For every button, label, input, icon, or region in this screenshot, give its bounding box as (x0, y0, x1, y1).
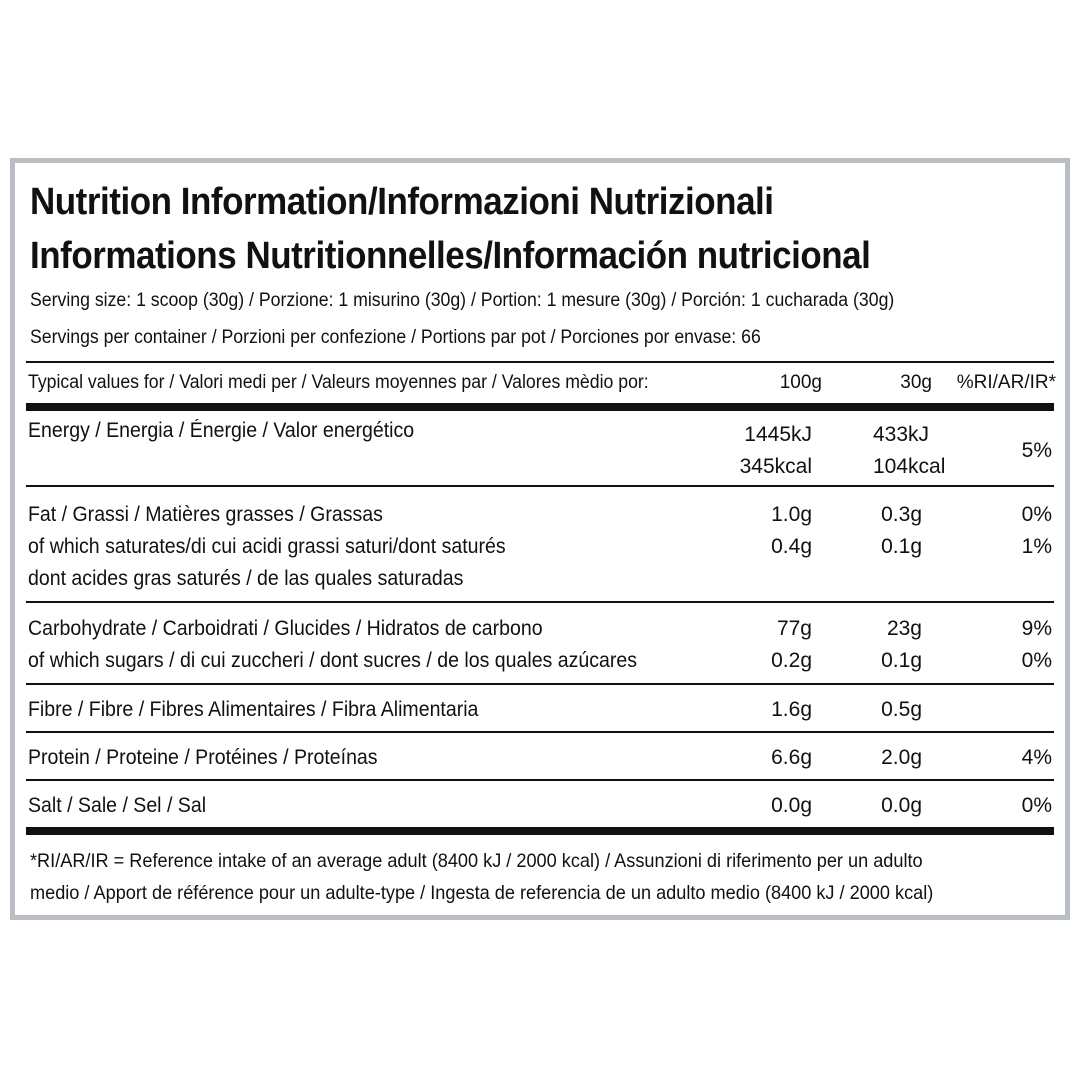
protein-per30: 2.0g (881, 746, 922, 769)
divider (26, 601, 1054, 603)
fat-ri: 0% (1021, 503, 1052, 526)
header-30g: 30g (900, 372, 932, 393)
table-header (28, 372, 1056, 402)
header-ri: %RI/AR/IR* (956, 372, 1056, 393)
saturates-per100: 0.4g (771, 535, 812, 558)
sugars-ri: 0% (1021, 649, 1052, 672)
divider (26, 731, 1054, 733)
footnote (30, 845, 933, 909)
salt-per30: 0.0g (881, 794, 922, 817)
divider (26, 361, 1054, 363)
sugars-per100: 0.2g (771, 649, 812, 672)
divider (26, 683, 1054, 685)
saturates-name-line-2: dont acides gras saturés / de las quales saturadas (28, 567, 464, 590)
serving-size: Serving size: 1 scoop (30g) / Porzione: 1 misurino (30g) / Portion: 1 mesure (30g) / Porción: 1 cucharada (30g) (30, 290, 895, 311)
divider-thick (26, 403, 1054, 411)
header-description: Typical values for / Valori medi per / Valeurs moyennes par / Valores mèdio por: (28, 372, 649, 393)
carbohydrate-name: Carbohydrate / Carboidrati / Glucides / Hidratos de carbono (28, 617, 543, 640)
salt-per100: 0.0g (771, 794, 812, 817)
header-100g: 100g (779, 372, 822, 393)
carbohydrate-per30: 23g (886, 617, 922, 640)
footnote-line-2: medio / Apport de référence pour un adulte-type / Ingesta de referencia de un adulto medio (8400 kJ / 2000 kcal) (30, 882, 934, 904)
title-line-1: Nutrition Information/Informazioni Nutrizionali (30, 181, 774, 223)
salt-ri: 0% (1021, 794, 1052, 817)
saturates-name-line-1: of which saturates/di cui acidi grassi saturi/dont saturés (28, 535, 506, 558)
fat-per30: 0.3g (881, 503, 922, 526)
energy-ri: 5% (1021, 439, 1052, 462)
nutrition-label-inner (28, 163, 1056, 915)
protein-name: Protein / Proteine / Protéines / Proteínas (28, 746, 378, 769)
title-line-2: Informations Nutritionnelles/Información nutricional (30, 235, 871, 277)
protein-per100: 6.6g (771, 746, 812, 769)
nutrition-label (10, 158, 1070, 920)
divider (26, 779, 1054, 781)
fibre-name: Fibre / Fibre / Fibres Alimentaires / Fibra Alimentaria (28, 698, 479, 721)
energy-per100-kcal: 345kcal (739, 455, 812, 478)
footnote-line-1: *RI/AR/IR = Reference intake of an average adult (8400 kJ / 2000 kcal) / Assunzioni di riferimento per un adulto (30, 850, 923, 872)
sugars-per30: 0.1g (881, 649, 922, 672)
fibre-per100: 1.6g (771, 698, 812, 721)
divider-thick (26, 827, 1054, 835)
fibre-per30: 0.5g (881, 698, 922, 721)
saturates-per30: 0.1g (881, 535, 922, 558)
saturates-ri: 1% (1021, 535, 1052, 558)
fat-name: Fat / Grassi / Matières grasses / Grassas (28, 503, 383, 526)
salt-name: Salt / Sale / Sel / Sal (28, 794, 207, 817)
energy-per100-kj: 1445kJ (744, 423, 812, 446)
energy-name: Energy / Energia / Énergie / Valor energético (28, 419, 415, 442)
carbohydrate-ri: 9% (1021, 617, 1052, 640)
fat-per100: 1.0g (771, 503, 812, 526)
carbohydrate-per100: 77g (776, 617, 812, 640)
energy-per30-kj: 433kJ (873, 423, 930, 446)
divider (26, 485, 1054, 487)
protein-ri: 4% (1021, 746, 1052, 769)
energy-per30-kcal: 104kcal (873, 455, 946, 478)
sugars-name: of which sugars / di cui zuccheri / dont sucres / de los quales azúcares (28, 649, 637, 672)
servings-per-container: Servings per container / Porzioni per confezione / Portions par pot / Porciones por envase: 66 (30, 327, 761, 348)
